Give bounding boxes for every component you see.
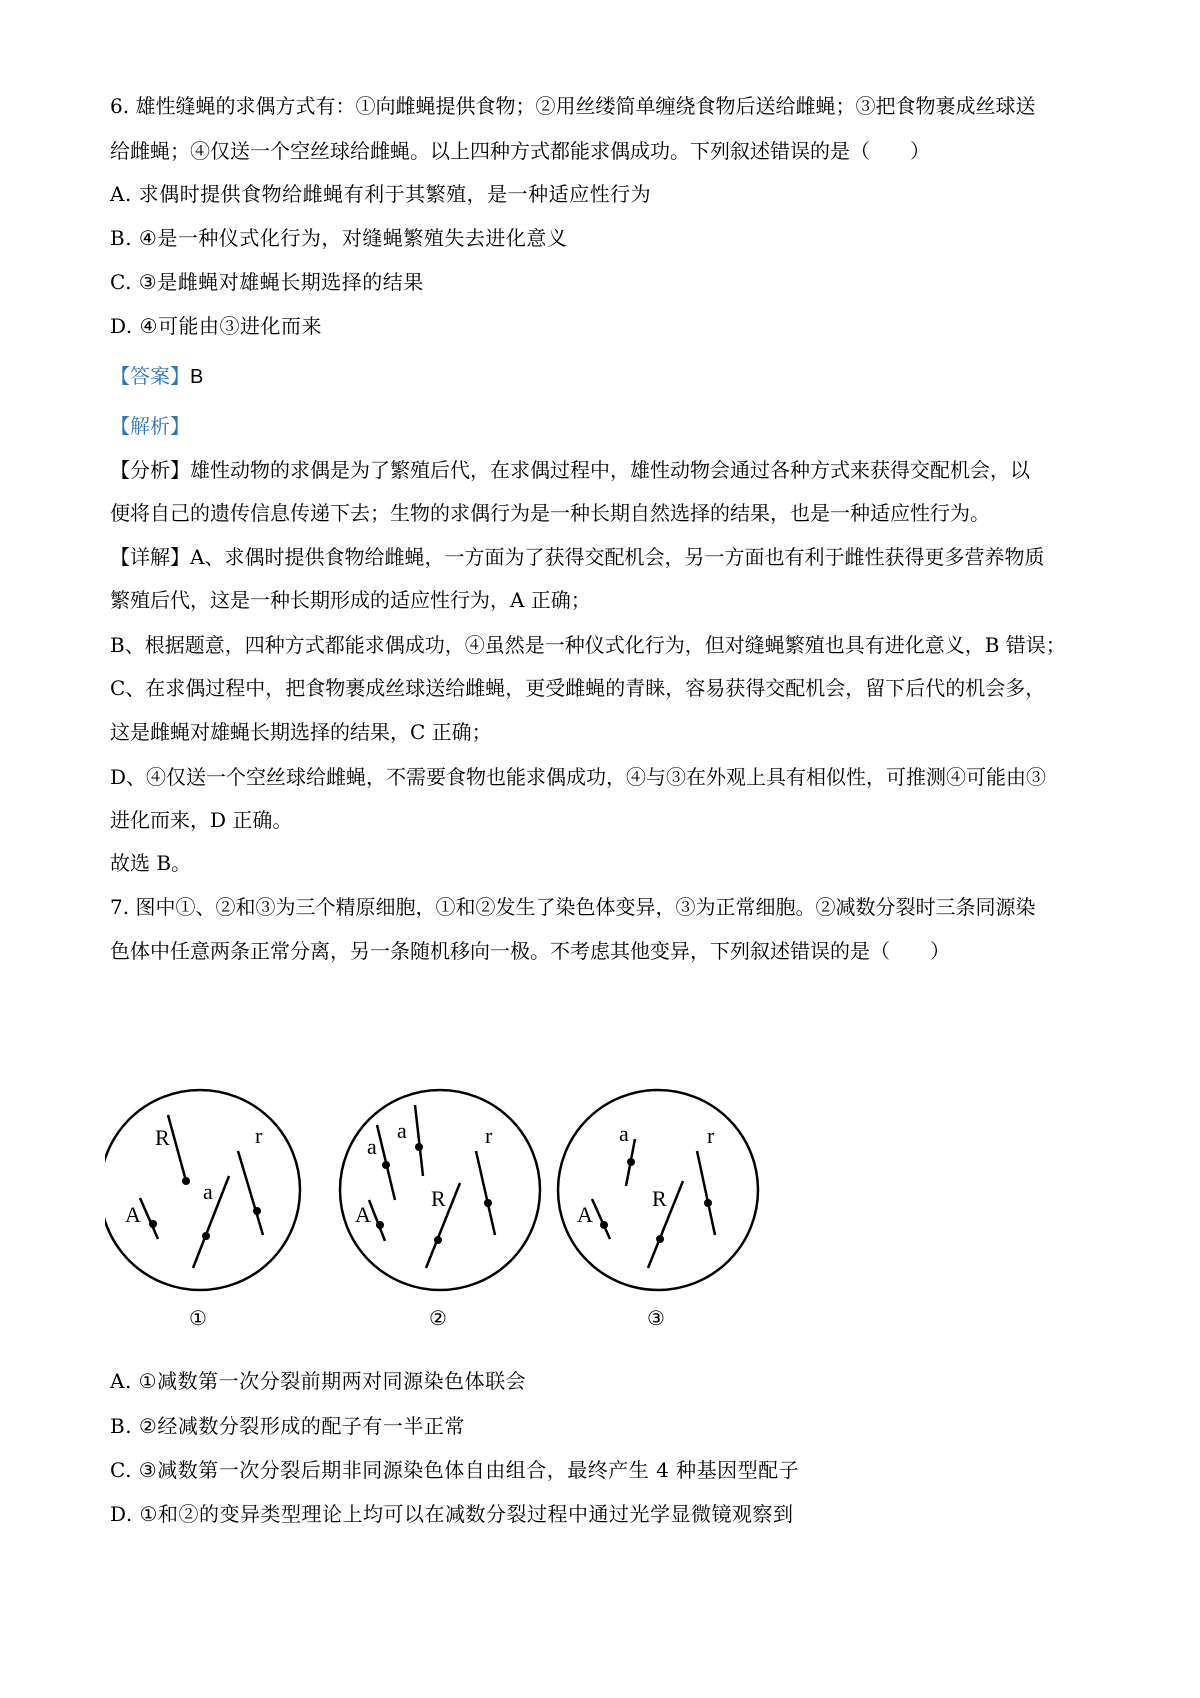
- chromosome-A: [592, 1199, 610, 1239]
- centromere: [202, 1232, 210, 1240]
- chromosome-A: [140, 1198, 158, 1239]
- gene-label: R: [155, 1125, 170, 1150]
- q6-option-b: B. ④是一种仪式化行为，对缝蝇繁殖失去进化意义: [110, 226, 568, 250]
- explanation-line: 故选 B。: [110, 851, 192, 875]
- centromere: [627, 1158, 635, 1166]
- spermatogonia-figure: [105, 1075, 825, 1340]
- q6-stem-line-1: 6. 雄性缝蝇的求偶方式有：①向雌蝇提供食物；②用丝缕简单缠绕食物后送给雌蝇；③把食物裹成丝球送: [110, 94, 1036, 118]
- explanation-line: C、在求偶过程中，把食物裹成丝球送给雌蝇，更受雌蝇的青睐，容易获得交配机会，留下后代的机会多，: [110, 676, 1046, 700]
- chromosome-a: [415, 1105, 423, 1176]
- explanation-line: 进化而来，D 正确。: [110, 808, 293, 832]
- explanation-line: 【详解】A、求偶时提供食物给雌蝇，一方面为了获得交配机会，另一方面也有利于雌性获得更多营养物质: [110, 545, 1045, 569]
- centromere: [656, 1235, 664, 1243]
- chromosome-r: [476, 1151, 495, 1235]
- q7-option-b: B. ②经减数分裂形成的配子有一半正常: [110, 1414, 465, 1438]
- chromosome-R: [168, 1115, 186, 1181]
- gene-label: R: [652, 1186, 667, 1211]
- q6-option-d: D. ④可能由③进化而来: [110, 314, 322, 338]
- gene-label: r: [707, 1123, 715, 1148]
- explanation-line: 繁殖后代，这是一种长期形成的适应性行为，A 正确；: [110, 588, 591, 612]
- gene-label: r: [485, 1123, 493, 1148]
- q7-option-c: C. ③减数第一次分裂后期非同源染色体自由组合，最终产生 4 种基因型配子: [110, 1458, 800, 1482]
- q6-stem-line-2: 给雌蝇；④仅送一个空丝球给雌蝇。以上四种方式都能求偶成功。下列叙述错误的是（ ）: [110, 139, 930, 163]
- gene-label: a: [203, 1179, 213, 1204]
- gene-label: a: [367, 1134, 377, 1159]
- q7-option-a: A. ①减数第一次分裂前期两对同源染色体联会: [110, 1369, 527, 1393]
- gene-label: r: [255, 1123, 263, 1148]
- gene-label: A: [577, 1202, 593, 1227]
- cell-3: [558, 1090, 758, 1330]
- explanation-line: 便将自己的遗传信息传递下去；生物的求偶行为是一种长期自然选择的结果，也是一种适应性行为。: [110, 501, 990, 525]
- analysis-tag: 【解析】: [110, 414, 190, 438]
- answer-tag: 【答案】: [110, 364, 190, 388]
- answer-value: B: [190, 366, 204, 388]
- centromere: [253, 1207, 261, 1215]
- gene-label: R: [431, 1186, 446, 1211]
- cell-caption: ③: [647, 1306, 665, 1330]
- gene-label: a: [397, 1118, 407, 1143]
- gene-label: a: [619, 1121, 629, 1146]
- q7-stem-line-2: 色体中任意两条正常分离，另一条随机移向一极。不考虑其他变异，下列叙述错误的是（ ）: [110, 939, 950, 963]
- q6-answer: [110, 362, 203, 391]
- centromere: [600, 1221, 608, 1229]
- centromere: [434, 1236, 442, 1244]
- centromere: [182, 1177, 190, 1185]
- cell-caption: ②: [429, 1306, 447, 1330]
- gene-label: A: [355, 1202, 371, 1227]
- chromosome-r: [238, 1151, 263, 1235]
- cell-2: [340, 1090, 540, 1330]
- gene-label: A: [125, 1202, 141, 1227]
- centromere: [149, 1220, 157, 1228]
- chromosome-A: [369, 1200, 385, 1241]
- cell-caption: ①: [189, 1306, 207, 1330]
- cell-1: [105, 1090, 300, 1330]
- q7-option-d: D. ①和②的变异类型理论上均可以在减数分裂过程中通过光学显微镜观察到: [110, 1502, 794, 1526]
- centromere: [376, 1221, 384, 1229]
- centromere: [382, 1161, 390, 1169]
- centromere: [484, 1199, 492, 1207]
- explanation-line: B、根据题意，四种方式都能求偶成功，④虽然是一种仪式化行为，但对缝蝇繁殖也具有进化意义，B 错误；: [110, 633, 1066, 657]
- q7-stem-line-1: 7. 图中①、②和③为三个精原细胞，①和②发生了染色体变异，③为正常细胞。②减数分裂时三条同源染: [110, 895, 1036, 919]
- q6-option-a: A. 求偶时提供食物给雌蝇有利于其繁殖，是一种适应性行为: [110, 182, 652, 206]
- explanation-line: D、④仅送一个空丝球给雌蝇，不需要食物也能求偶成功，④与③在外观上具有相似性，可推测④可能由③: [110, 765, 1047, 789]
- q6-option-c: C. ③是雌蝇对雄蝇长期选择的结果: [110, 270, 424, 294]
- centromere: [704, 1199, 712, 1207]
- explanation-line: 这是雌蝇对雄蝇长期选择的结果，C 正确；: [110, 720, 492, 744]
- explanation-line: 【分析】雄性动物的求偶是为了繁殖后代，在求偶过程中，雄性动物会通过各种方式来获得交配机会，以: [110, 458, 1030, 482]
- centromere: [415, 1143, 423, 1151]
- chromosome-r: [697, 1151, 715, 1235]
